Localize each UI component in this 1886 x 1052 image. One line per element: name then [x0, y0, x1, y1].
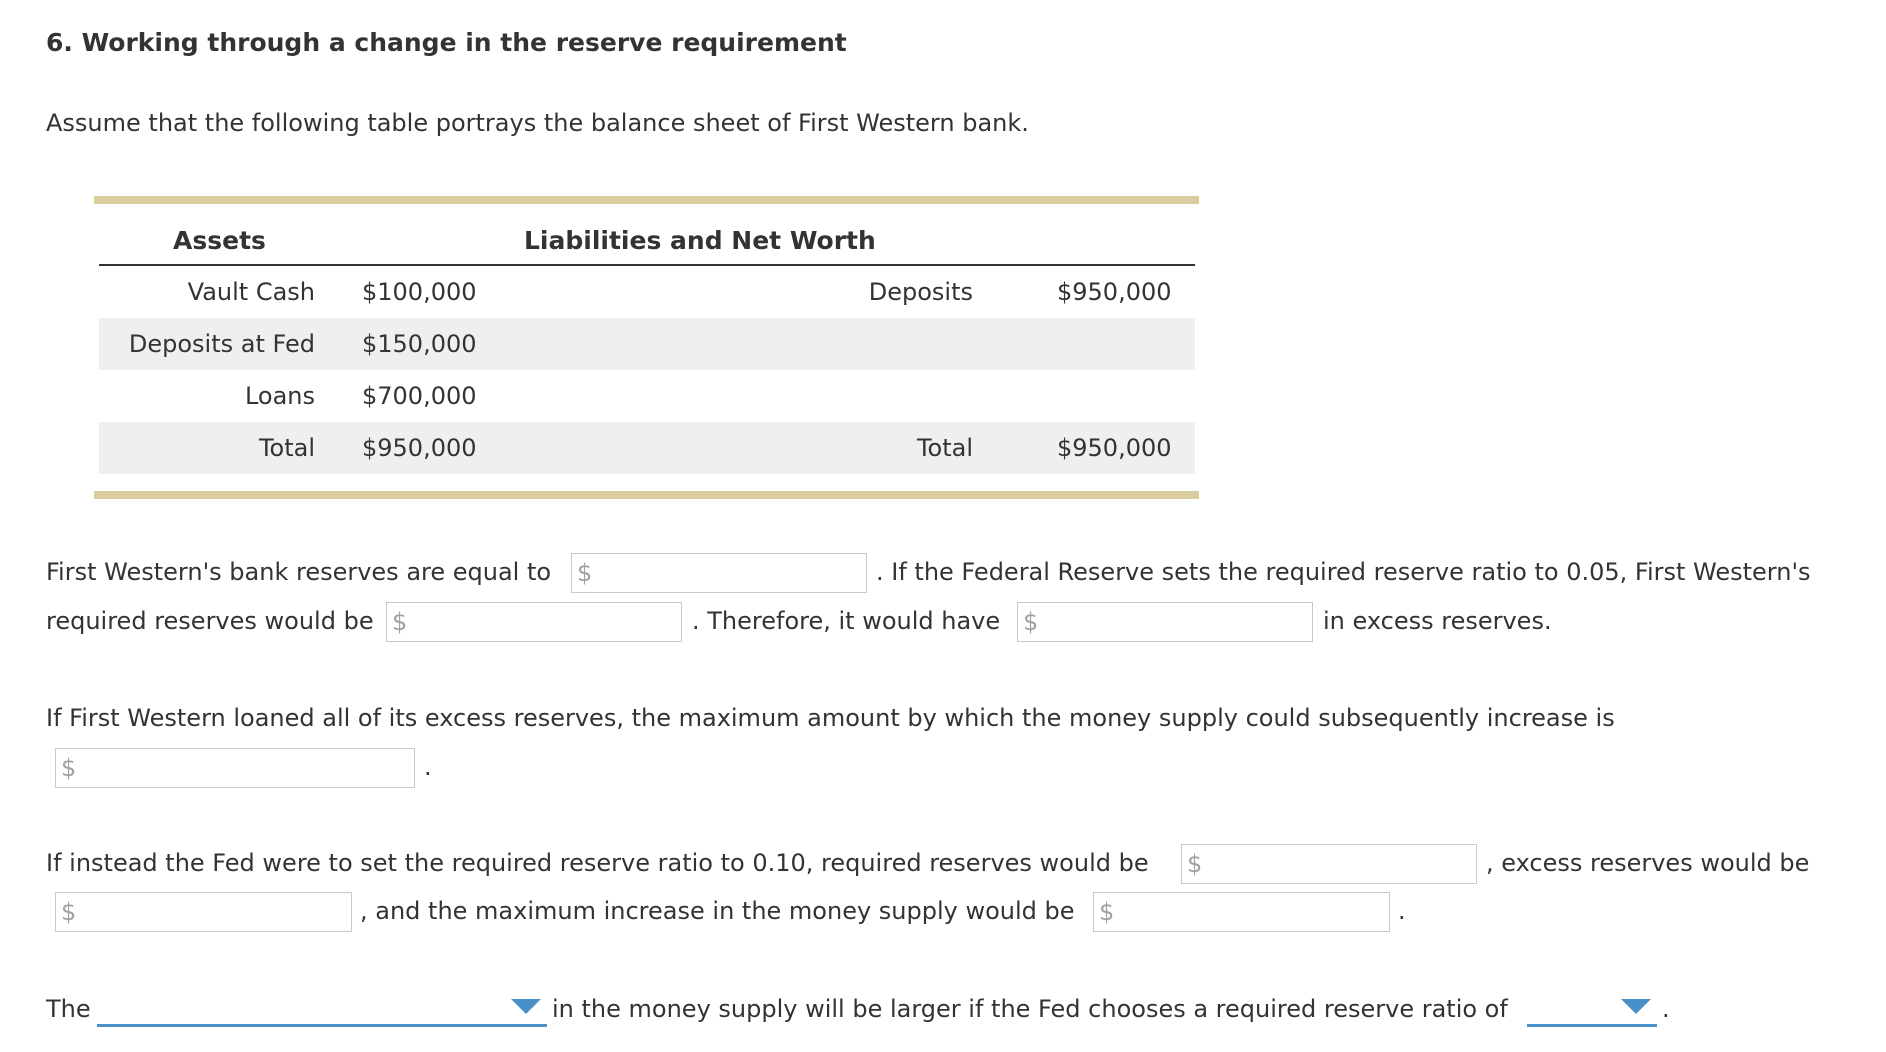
- q2-text: If First Western loaned all of its excess reserves, the maximum amount by which the money supply could subsequently increase is: [46, 704, 1615, 732]
- q3-text-1: If instead the Fed were to set the required reserve ratio to 0.10, required reserves would be: [46, 849, 1149, 877]
- intro-text: Assume that the following table portrays the balance sheet of First Western bank.: [46, 109, 1029, 137]
- chevron-down-icon: [1621, 999, 1651, 1014]
- money-supply-change-dropdown[interactable]: [97, 987, 547, 1027]
- required-reserves-010-input[interactable]: [1181, 844, 1477, 884]
- q1-text-4: . Therefore, it would have: [692, 607, 1001, 635]
- liabilities-header: Liabilities and Net Worth: [524, 226, 876, 255]
- dollar-sign: $: [1023, 608, 1039, 636]
- liability-value: $950,000: [1057, 434, 1172, 462]
- excess-reserves-010-input[interactable]: [55, 892, 352, 932]
- max-increase-010-field[interactable]: [1120, 893, 1389, 931]
- table-row: [99, 318, 1195, 370]
- max-increase-005-field[interactable]: [82, 749, 414, 787]
- liability-label: Total: [916, 434, 973, 462]
- reserves-field[interactable]: [598, 554, 866, 592]
- excess-reserves-010-field[interactable]: [82, 893, 351, 931]
- asset-label: Deposits at Fed: [128, 330, 315, 358]
- dollar-sign: $: [577, 559, 593, 587]
- required-reserves-010-field[interactable]: [1208, 845, 1476, 883]
- table-top-bar: [94, 196, 1199, 204]
- q2-end: .: [424, 753, 432, 781]
- q3-text-2: , excess reserves would be: [1486, 849, 1810, 877]
- dollar-sign: $: [61, 898, 77, 926]
- required-reserves-005-field[interactable]: [413, 603, 681, 641]
- q1-text-5: in excess reserves.: [1323, 607, 1552, 635]
- required-reserves-005-input[interactable]: [386, 602, 682, 642]
- asset-label: Vault Cash: [187, 278, 315, 306]
- dollar-sign: $: [392, 608, 408, 636]
- table-bottom-bar: [94, 491, 1199, 499]
- q3-text-3: , and the maximum increase in the money supply would be: [360, 897, 1075, 925]
- dollar-sign: $: [61, 754, 77, 782]
- liability-label: Deposits: [868, 278, 973, 306]
- dollar-sign: $: [1099, 898, 1115, 926]
- max-increase-005-input[interactable]: [55, 748, 415, 788]
- page-title: 6. Working through a change in the reserve requirement: [46, 28, 847, 57]
- q1-text-2: . If the Federal Reserve sets the required reserve ratio to 0.05, First Western's: [876, 558, 1811, 586]
- asset-value: $950,000: [362, 434, 477, 462]
- asset-value: $150,000: [362, 330, 477, 358]
- q4-text-2: in the money supply will be larger if the Fed chooses a required reserve ratio of: [552, 995, 1508, 1023]
- q1-text-1: First Western's bank reserves are equal to: [46, 558, 552, 586]
- table-row: [99, 266, 1195, 318]
- asset-value: $100,000: [362, 278, 477, 306]
- reserve-ratio-dropdown[interactable]: [1527, 987, 1657, 1027]
- q4-end: .: [1662, 995, 1670, 1023]
- excess-reserves-005-input[interactable]: [1017, 602, 1313, 642]
- max-increase-010-input[interactable]: [1093, 892, 1390, 932]
- q3-end: .: [1398, 897, 1406, 925]
- table-row: [99, 370, 1195, 422]
- assets-header: Assets: [173, 226, 266, 255]
- dollar-sign: $: [1187, 850, 1203, 878]
- asset-value: $700,000: [362, 382, 477, 410]
- table-row: [99, 422, 1195, 474]
- excess-reserves-005-field[interactable]: [1044, 603, 1312, 641]
- asset-label: Total: [258, 434, 315, 462]
- asset-label: Loans: [244, 382, 315, 410]
- reserves-input[interactable]: [571, 553, 867, 593]
- liability-value: $950,000: [1057, 278, 1172, 306]
- chevron-down-icon: [511, 999, 541, 1014]
- q1-text-3: required reserves would be: [46, 607, 374, 635]
- q4-text-1: The: [46, 995, 91, 1023]
